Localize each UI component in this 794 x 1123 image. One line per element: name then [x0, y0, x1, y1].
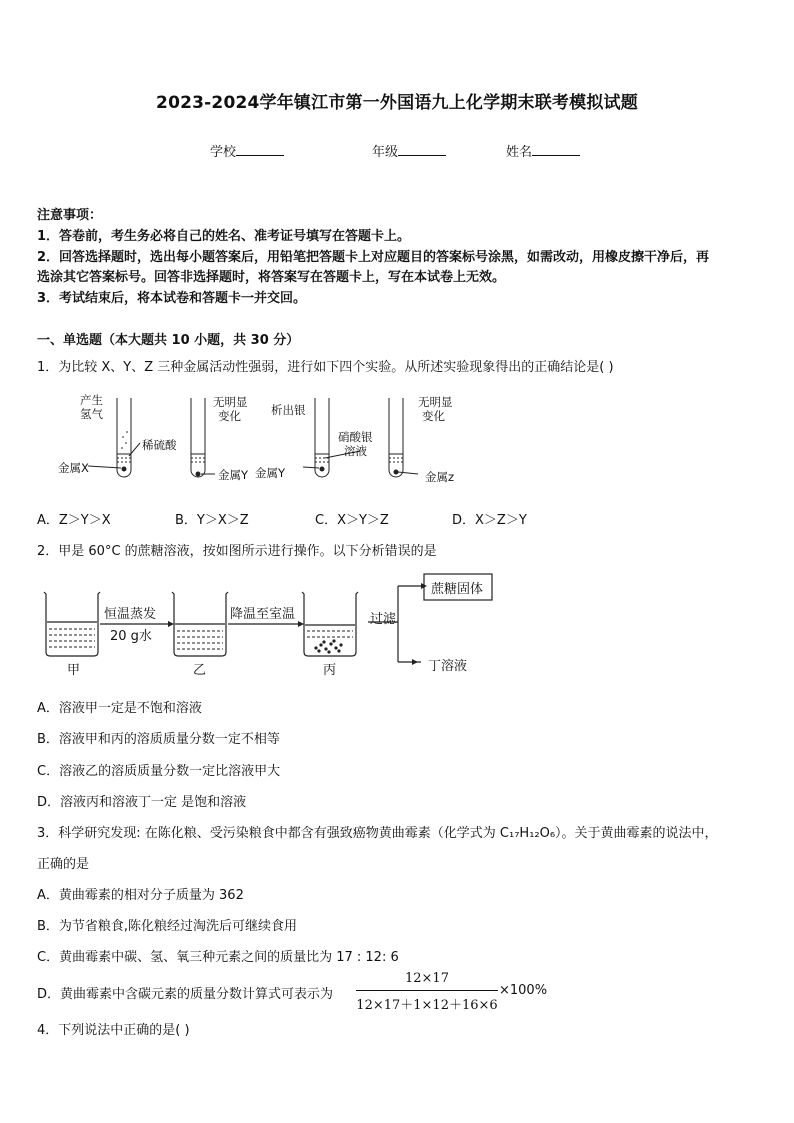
label-metal-y-2: 金属Y: [255, 466, 286, 480]
beaker-jia: [44, 592, 100, 656]
label-evaporate: 恒温蒸发: [104, 607, 157, 622]
label-yi: 乙: [193, 663, 207, 678]
q2-option-b: B．溶液甲和丙的溶质质量分数一定不相等: [37, 732, 280, 747]
notice-heading: 注意事项：: [37, 208, 103, 223]
label-silver-nitrate: 硝酸银: [338, 430, 373, 444]
label-metal-x: 金属X: [58, 461, 89, 475]
section-heading: 一、单选题（本大题共 10 小题，共 30 分）: [37, 333, 300, 348]
q1-option-b: B．Y＞X＞Z: [175, 513, 249, 528]
grade-label: 年级: [372, 145, 399, 160]
q3-stem: 3．科学研究发现: 在陈化粮、受污染粮食中都含有强致癌物黄曲霉素（化学式为 C₁₇H₁₂O₆）。关于黄曲霉素的说法中，: [37, 826, 718, 841]
q3-option-a: A．黄曲霉素的相对分子质量为 362: [37, 888, 244, 903]
label-water-amount: 20 g水: [110, 629, 152, 644]
q4-stem: 4．下列说法中正确的是( ): [37, 1023, 190, 1038]
label-sucrose-solid: 蔗糖固体: [431, 582, 484, 597]
q1-option-a: A．Z＞Y＞X: [37, 513, 111, 528]
notice-item: 3．考试结束后，将本试卷和答题卡一并交回。: [37, 291, 307, 306]
school-field: [210, 141, 284, 160]
label-silver: 析出银: [271, 403, 306, 417]
label-dilute-acid: 稀硫酸: [142, 438, 177, 452]
name-label: 姓名: [506, 145, 533, 160]
q2-option-c: C．溶液乙的溶质质量分数一定比溶液甲大: [37, 764, 281, 779]
school-label: 学校: [210, 145, 237, 160]
notice-item: 选涂其它答案标号。回答非选择题时，将答案写在答题卡上，写在本试卷上无效。: [37, 270, 506, 285]
q2-stem: 2．甲是 60°C 的蔗糖溶液，按如图所示进行操作。以下分析错误的是: [37, 544, 437, 559]
label-metal-z: 金属z: [425, 470, 455, 484]
test-tube-3: [315, 398, 329, 477]
name-blank: [532, 143, 580, 156]
label-solution-ding: 丁溶液: [428, 659, 468, 674]
q3-option-d: D．黄曲霉素中含碳元素的质量分数计算式可表示为: [37, 987, 334, 1002]
label-silver-nitrate: 溶液: [344, 444, 367, 458]
test-tube-2: [191, 398, 205, 477]
grade-field: [372, 141, 446, 160]
notice-item: 1．答卷前，考生务必将自己的姓名、准考证号填写在答题卡上。: [37, 229, 411, 244]
grade-blank: [398, 143, 446, 156]
fraction-suffix: ×100%: [499, 983, 548, 998]
school-blank: [236, 143, 284, 156]
label-metal-y-1: 金属Y: [218, 468, 249, 482]
label-hydrogen: 产生: [80, 393, 103, 407]
beaker-bing: [302, 592, 358, 656]
q3-stem-continued: 正确的是: [37, 857, 90, 872]
name-field: [506, 141, 580, 160]
test-tube-1: [117, 398, 131, 477]
label-hydrogen: 氢气: [80, 407, 103, 421]
label-no-change-2: 无明显: [418, 395, 453, 409]
q3-option-c: C．黄曲霉素中碳、氢、氧三种元素之间的质量比为 17 : 12: 6: [37, 950, 399, 965]
label-no-change-1: 变化: [218, 409, 241, 423]
q3-option-b: B．为节省粮食,陈化粮经过淘洗后可继续食用: [37, 919, 298, 934]
label-no-change-1: 无明显: [213, 395, 248, 409]
notice-item: 2．回答选择题时，选出每小题答案后，用铅笔把答题卡上对应题目的答案标号涂黑，如需改动，用橡皮擦干净后，再: [37, 250, 710, 265]
page-title: 2023-2024学年镇江市第一外国语九上化学期末联考模拟试题: [156, 93, 638, 113]
label-no-change-2: 变化: [422, 409, 445, 423]
label-jia: 甲: [67, 663, 81, 678]
q2-option-a: A．溶液甲一定是不饱和溶液: [37, 701, 202, 716]
test-tube-4: [389, 398, 403, 477]
q1-option-c: C．X＞Y＞Z: [315, 513, 389, 528]
q1-option-d: D．X＞Z＞Y: [452, 513, 527, 528]
fraction-numerator: 12×17: [405, 971, 449, 986]
label-bing: 丙: [323, 663, 337, 678]
q2-option-d: D．溶液丙和溶液丁一定 是饱和溶液: [37, 795, 247, 810]
label-filter: 过滤: [370, 612, 397, 627]
label-cool: 降温至室温: [230, 607, 296, 622]
q1-stem: 1．为比较 X、Y、Z 三种金属活动性强弱，进行如下四个实验。从所述实验现象得出的正确结论是( ): [37, 360, 614, 375]
fraction-denominator: 12×17＋1×12＋16×6: [356, 998, 498, 1013]
fraction-bar: [356, 990, 498, 991]
